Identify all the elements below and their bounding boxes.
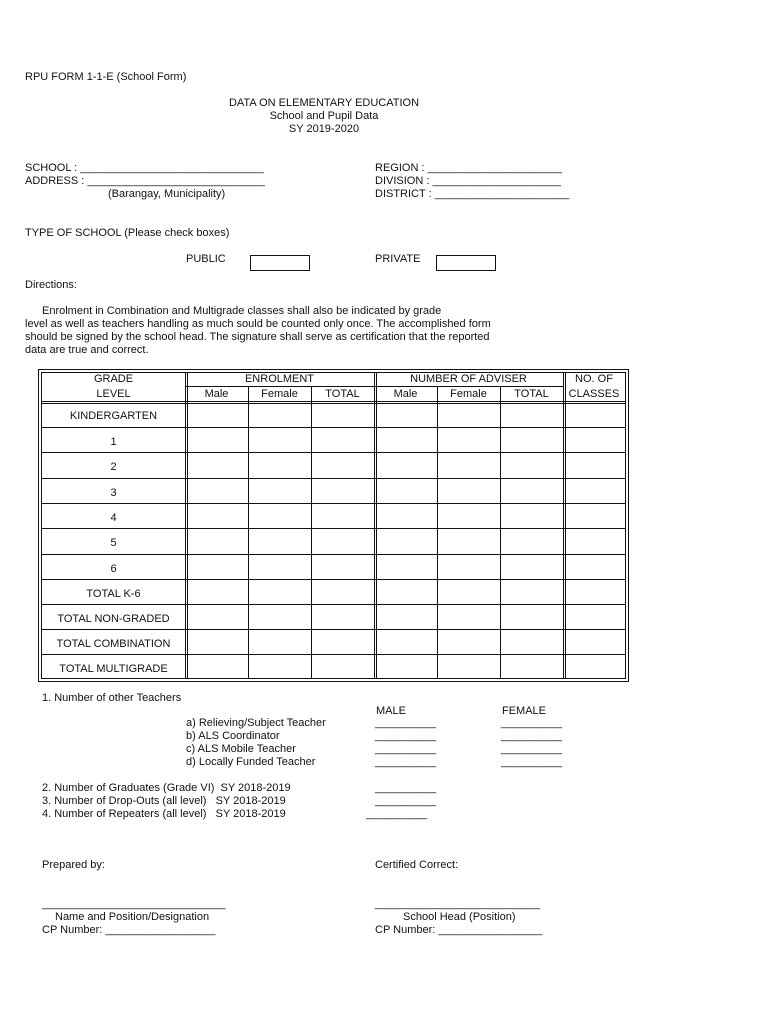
row-line — [42, 654, 625, 655]
type-of-school-label: TYPE OF SCHOOL (Please check boxes) — [25, 227, 230, 239]
directions-line: should be signed by the school head. The signature shall serve as certification that the reported — [25, 331, 490, 343]
row-label: 3 — [110, 486, 117, 499]
row-line — [42, 528, 625, 529]
column-line — [563, 373, 564, 678]
row-line — [42, 403, 625, 404]
enrolment-table — [38, 369, 629, 682]
sub-header: Female — [450, 388, 487, 400]
form-subtitle: School and Pupil Data — [269, 110, 379, 122]
column-line — [187, 373, 188, 678]
row-label: 4 — [110, 511, 117, 524]
row-label: 1 — [110, 435, 117, 448]
grade-level-header: GRADE — [93, 373, 134, 385]
row-label: 5 — [110, 537, 117, 549]
form-code: RPU FORM 1-1-E (School Form) — [25, 71, 187, 83]
form-title: DATA ON ELEMENTARY EDUCATION — [228, 97, 420, 109]
other-teacher-label: a) Relieving/Subject Teacher — [186, 717, 326, 729]
sub-header: TOTAL — [325, 388, 360, 400]
other-teachers-heading: 1. Number of other Teachers — [42, 692, 182, 704]
prepared-caption: Name and Position/Designation — [55, 911, 210, 923]
column-line — [374, 373, 375, 678]
row-label: 6 — [110, 562, 117, 575]
column-line — [376, 373, 377, 678]
classes-header: NO. OF — [575, 373, 613, 385]
dropouts-label: 3. Number of Drop-Outs (all level) SY 2018-2019 — [42, 795, 286, 807]
private-label: PRIVATE — [375, 253, 421, 265]
enrolment-header: ENROLMENT — [244, 373, 315, 385]
row-line — [42, 554, 625, 555]
other-teacher-male-blank[interactable]: __________ — [375, 717, 437, 729]
district-field[interactable]: DISTRICT : ______________________ — [375, 188, 570, 200]
row-line — [42, 452, 625, 453]
sub-header: Male — [204, 388, 229, 400]
other-teacher-label: c) ALS Mobile Teacher — [186, 743, 296, 755]
sub-header: TOTAL — [514, 388, 549, 400]
row-label: TOTAL NON-GRADED — [57, 612, 170, 625]
row-label: TOTAL COMBINATION — [56, 637, 171, 650]
other-teacher-male-blank[interactable]: __________ — [375, 730, 437, 742]
enrolment-table-inner — [41, 372, 626, 679]
adviser-header: NUMBER OF ADVISER — [410, 373, 527, 385]
row-label: 2 — [110, 461, 117, 473]
row-line — [42, 629, 625, 630]
public-label: PUBLIC — [186, 253, 226, 265]
grade-level-header: LEVEL — [96, 388, 131, 400]
directions-label: Directions: — [25, 279, 77, 291]
repeaters-label: 4. Number of Repeaters (all level) SY 2018-2019 — [42, 808, 286, 820]
column-line — [185, 373, 186, 678]
repeaters-blank[interactable]: __________ — [366, 808, 428, 820]
sub-header: Female — [261, 388, 298, 400]
row-line — [42, 503, 625, 504]
dropouts-blank[interactable]: __________ — [375, 795, 437, 807]
private-checkbox[interactable] — [436, 255, 496, 271]
public-checkbox[interactable] — [250, 255, 310, 271]
prepared-by-label: Prepared by: — [42, 859, 105, 871]
column-line — [437, 386, 438, 678]
certified-correct-label: Certified Correct: — [375, 859, 459, 871]
row-line — [42, 401, 625, 402]
column-line — [565, 373, 566, 678]
other-teacher-label: b) ALS Coordinator — [186, 730, 280, 742]
other-teacher-label: d) Locally Funded Teacher — [186, 756, 316, 768]
other-teacher-female-blank[interactable]: __________ — [501, 730, 563, 742]
certified-signature-line[interactable]: ___________________________ — [375, 898, 541, 910]
prepared-signature-line[interactable]: ______________________________ — [42, 898, 226, 910]
division-field[interactable]: DIVISION : _____________________ — [375, 175, 561, 187]
prepared-cp-number[interactable]: CP Number: __________________ — [42, 924, 216, 936]
other-teacher-male-blank[interactable]: __________ — [375, 743, 437, 755]
row-line — [42, 478, 625, 479]
row-line — [42, 604, 625, 605]
school-year: SY 2019-2020 — [288, 123, 360, 135]
directions-line: level as well as teachers handling as much sould be counted only once. The accomplished form — [25, 318, 491, 330]
directions-line: Enrolment in Combination and Multigrade classes shall also be indicated by grade — [42, 305, 442, 317]
address-note: (Barangay, Municipality) — [108, 188, 226, 200]
certified-cp-number[interactable]: CP Number: _________________ — [375, 924, 543, 936]
column-line — [311, 386, 312, 678]
row-label: KINDERGARTEN — [69, 410, 158, 422]
sub-header: Male — [393, 388, 418, 400]
classes-header: CLASSES — [568, 388, 620, 400]
column-line — [500, 386, 501, 678]
certified-caption: School Head (Position) — [403, 911, 516, 923]
row-line — [42, 427, 625, 428]
column-line — [248, 386, 249, 678]
row-label: TOTAL K-6 — [86, 587, 141, 600]
male-column-label: MALE — [376, 705, 406, 717]
directions-line: data are true and correct. — [25, 344, 149, 356]
female-column-label: FEMALE — [502, 705, 547, 717]
other-teacher-male-blank[interactable]: __________ — [375, 756, 437, 768]
region-field[interactable]: REGION : ______________________ — [375, 162, 563, 174]
other-teacher-female-blank[interactable]: __________ — [501, 756, 563, 768]
other-teacher-female-blank[interactable]: __________ — [501, 717, 563, 729]
row-label: TOTAL MULTIGRADE — [59, 663, 168, 675]
other-teacher-female-blank[interactable]: __________ — [501, 743, 563, 755]
row-line — [42, 579, 625, 580]
graduates-label: 2. Number of Graduates (Grade VI) SY 2018-2019 — [42, 782, 291, 794]
graduates-blank[interactable]: __________ — [375, 782, 437, 794]
address-field[interactable]: ADDRESS : _____________________________ — [25, 175, 265, 187]
school-field[interactable]: SCHOOL : ______________________________ — [25, 162, 264, 174]
